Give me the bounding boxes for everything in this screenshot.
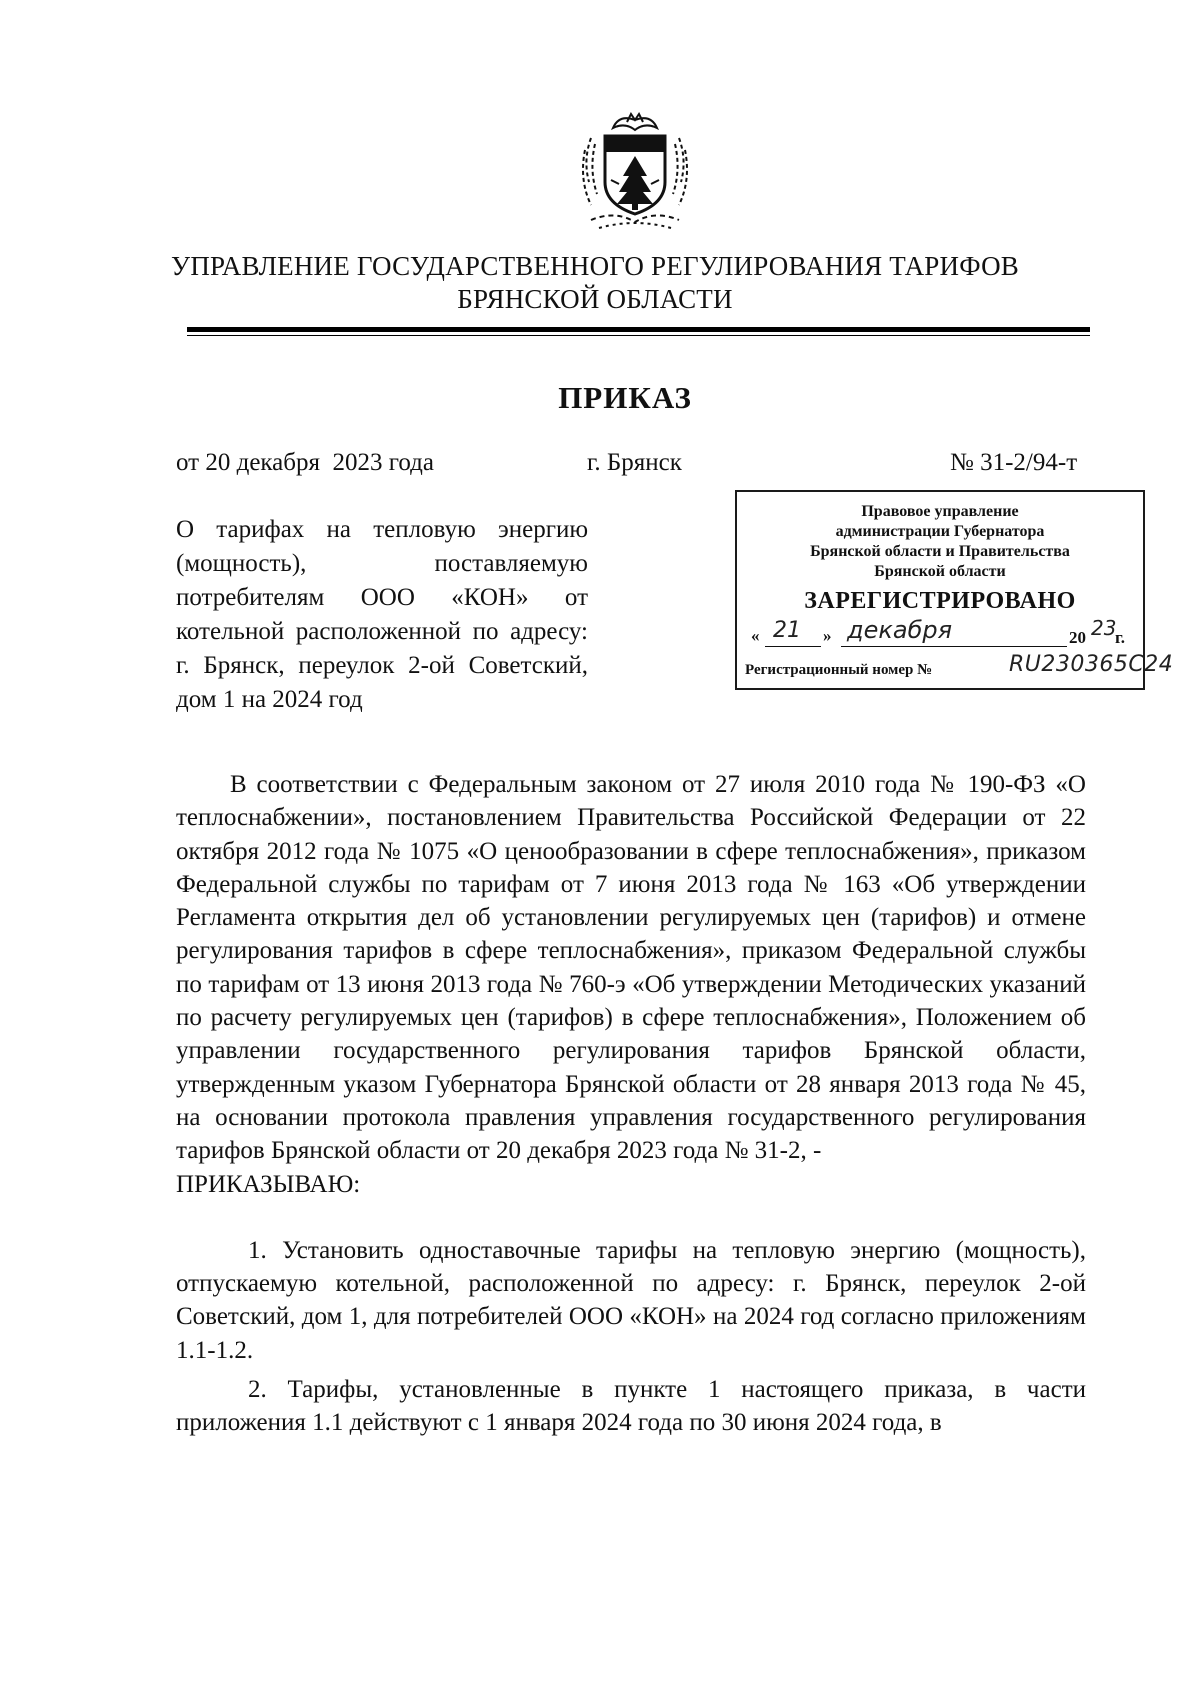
item-2-paragraph: 2. Тарифы, установленные в пункте 1 настоящего приказа, в части приложения 1.1 действуют с 1 января 2024 года по 30 июня 2024 года, в	[176, 1376, 1086, 1437]
stamp-org-line-1: Правовое управление	[861, 503, 1019, 520]
stamp-org-line-3: Брянской области и Правительства	[810, 543, 1070, 560]
stamp-year-prefix: 20	[1069, 628, 1086, 647]
stamp-org-line-4: Брянской области	[874, 563, 1006, 580]
header-rule-thick	[187, 327, 1090, 332]
document-subject: О тарифах на тепловую энергию (мощность), поставляемую потребителям ООО «КОН» от котельной расположенной по адресу: г. Брянск, переулок 2-ой Советский, дом 1 на 2024 год	[176, 516, 588, 713]
stamp-registration-label: Регистрационный номер №	[745, 662, 933, 678]
order-word: ПРИКАЗЫВАЮ:	[176, 1170, 361, 1198]
agency-line-1: УПРАВЛЕНИЕ ГОСУДАРСТВЕННОГО РЕГУЛИРОВАНИЯ ТАРИФОВ	[171, 251, 1019, 281]
stamp-year-suffix: 23	[1091, 616, 1117, 640]
agency-name	[120, 250, 1070, 316]
stamp-day: 21	[773, 618, 801, 643]
preamble-paragraph: В соответствии с Федеральным законом от 27 июля 2010 года № 190-ФЗ «О теплоснабжении», постановлением Правительства Российской Федерации от 22 октября 2012 года № 1075 «О ценообразовании в сфере теплоснабжения», приказом Федеральной службы по тарифам от 7 июня 2013 года № 163 «Об утверждении Регламента открытия дел об установлении регулируемых цен (тарифов) и отмене регулирования тарифов в сфере теплоснабжения», приказом Федеральной службы по тарифам от 13 июня 2013 года № 760-э «Об утверждении Методических указаний по расчету регулируемых цен (тарифов) в сфере теплоснабжения», Положением об управлении государственного регулирования тарифов Брянской области, утвержденным указом Губернатора Брянской области от 28 января 2013 года № 45, на основании протокола правления управления государственного регулирования тарифов Брянской области от 20 декабря 2023 года № 31-2, -	[176, 771, 1086, 1165]
document-body	[176, 768, 1086, 1440]
document-city: г. Брянск	[587, 449, 682, 476]
header-rule-thin	[187, 335, 1090, 336]
item-1-paragraph: 1. Установить одноставочные тарифы на тепловую энергию (мощность), отпускаемую котельной, расположенной по адресу: г. Брянск, переулок 2-ой Советский, дом 1, для потребителей ООО «КОН» на 2024 год согласно приложениям 1.1-1.2.	[176, 1236, 1086, 1364]
registration-stamp	[735, 490, 1174, 690]
stamp-quote-close: »	[823, 626, 832, 645]
agency-line-2: БРЯНСКОЙ ОБЛАСТИ	[457, 284, 733, 314]
document-title: ПРИКАЗ	[558, 380, 692, 415]
stamp-day-underline	[765, 646, 821, 647]
stamp-year-unit: г.	[1115, 628, 1126, 647]
stamp-date-line	[751, 616, 1131, 652]
coat-of-arms-icon	[575, 110, 695, 235]
stamp-registered: ЗАРЕГИСТРИРОВАНО	[804, 588, 1076, 614]
stamp-month: декабря	[847, 616, 953, 644]
document-number: № 31-2/94-т	[950, 449, 1078, 476]
stamp-organization	[737, 502, 1143, 582]
document-date: от 20 декабря 2023 года	[176, 449, 434, 476]
stamp-month-underline	[841, 646, 1067, 647]
stamp-quote-open: «	[751, 626, 760, 645]
stamp-org-line-2: администрации Губернатора	[835, 523, 1045, 540]
stamp-registration-number: RU230365C24	[1009, 652, 1174, 677]
